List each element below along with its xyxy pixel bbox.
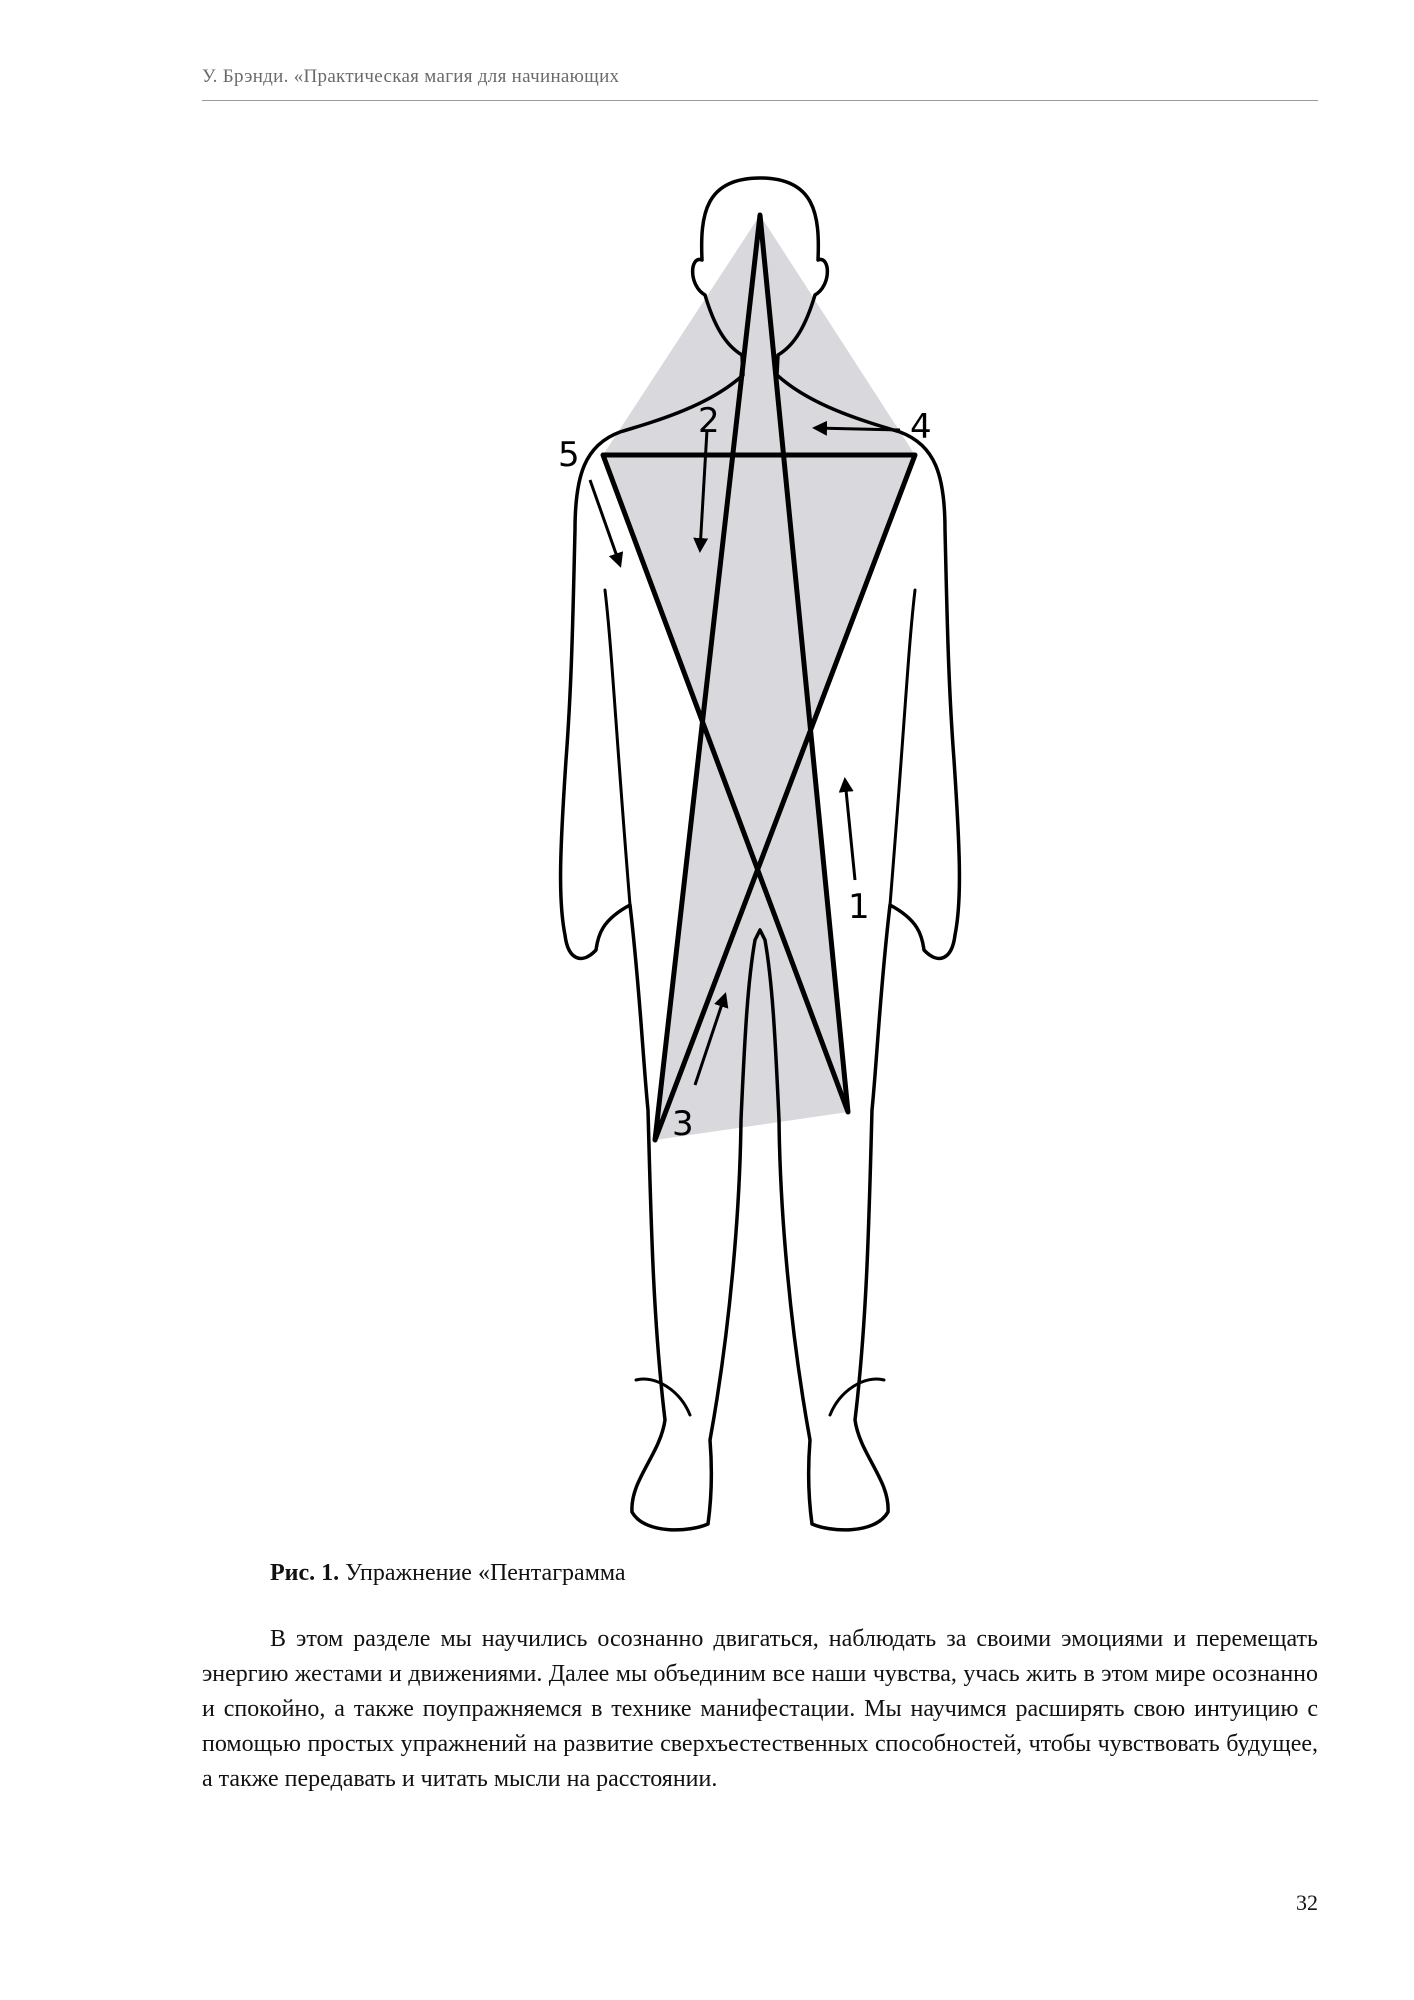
label-2: 2 <box>698 401 720 441</box>
label-5: 5 <box>558 435 580 475</box>
caption-text: Упражнение «Пентаграмма <box>345 1560 626 1586</box>
arrow-1 <box>845 780 855 880</box>
label-4: 4 <box>910 407 932 447</box>
pentagram-figure <box>500 160 980 1540</box>
label-3: 3 <box>672 1104 694 1144</box>
human-body-pentagram-diagram <box>500 160 980 1540</box>
body-paragraph: В этом разделе мы научились осознанно двигаться, наблюдать за своими эмоциями и перемещать энергию жестами и движениями. Далее мы объединим все наши чувства, учась жить в этом мире осознанно и спокойно, а также поупражняемся в технике манифестации. Мы научимся расширять свою интуицию с помощью простых упражнений на развитие сверхъестественных способностей, чтобы чувствовать будущее, а также передавать и читать мысли на расстоянии. <box>202 1626 1318 1792</box>
header-rule <box>202 100 1318 101</box>
running-title: У. Брэнди. «Практическая магия для начинающих <box>202 66 620 87</box>
pentagram-fill <box>603 215 915 1140</box>
arrow-4 <box>815 428 900 430</box>
page-number: 32 <box>1296 1890 1318 1915</box>
label-1: 1 <box>848 887 870 927</box>
figure-caption <box>270 1560 626 1587</box>
caption-label: Рис. 1. <box>270 1560 340 1586</box>
